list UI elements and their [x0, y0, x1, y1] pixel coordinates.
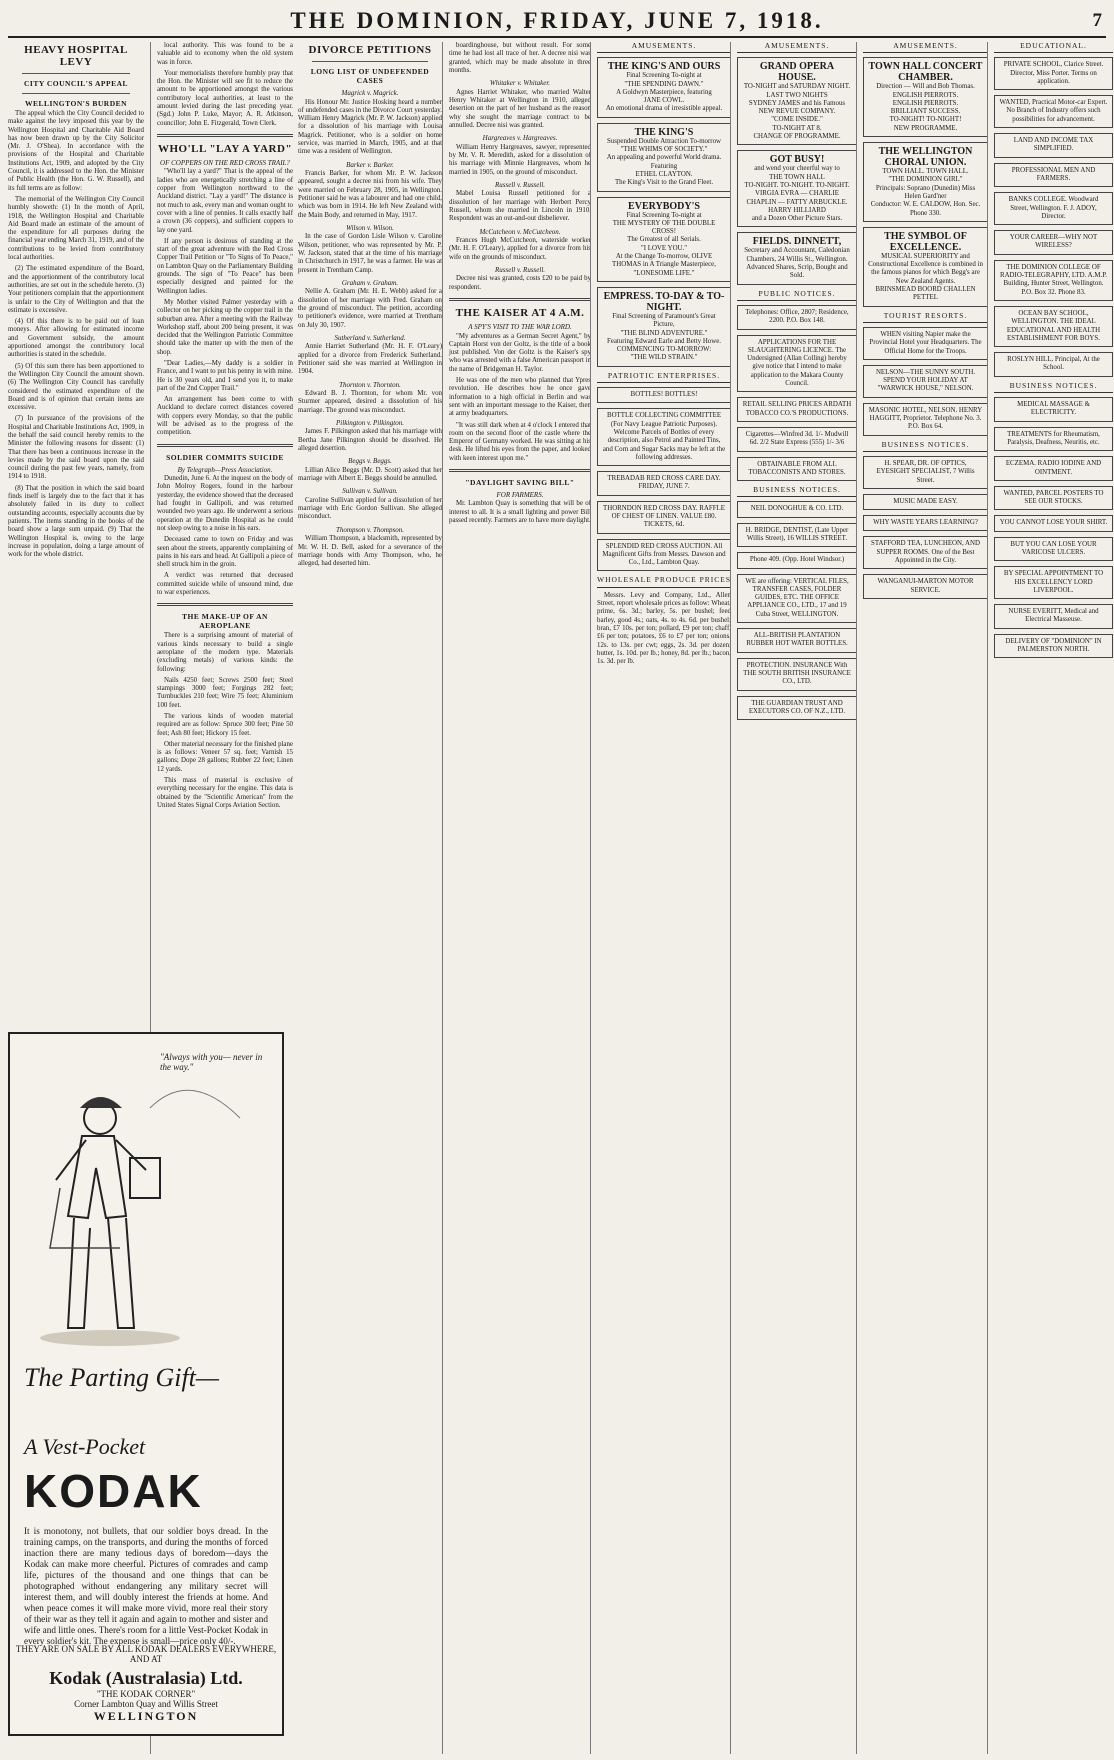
case-title: Sutherland v. Sutherland. [334, 333, 406, 342]
ad-line: The Greatest of all Serials. [627, 236, 701, 244]
case-text: In the case of Gordon Lisle Wilson v. Caroline Wilson, petitioner, who was represented by Mr. P. W. Jackson, stated that at the time of his marriage in Christchurch in 1917, he was a farmer. He was at present in Trentham Camp. [298, 233, 442, 274]
kodak-city: WELLINGTON [93, 1709, 199, 1723]
case-title: Barker v. Barker. [346, 160, 394, 169]
masthead [8, 6, 1106, 38]
article-paragraph: He was one of the men who planned that Ypres revolution. He describes how he once gave information to a high official in Berlin and was sent with an important message to the Kaiser, then at army headquarters. [449, 377, 591, 418]
article-paragraph: This mass of material is exclusive of everything necessary for the engine. This data is obtained by the "Scientific American" from the United States Signal Corps Aviation Section. [157, 777, 293, 809]
case-text: William Thompson, a blacksmith, represented by Mr. W. H. D. Bell, asked for a severance of the marriage bonds with Amy Thompson, who, he alleged, had deserted him. [298, 535, 442, 568]
educational-notice: PROFESSIONAL MEN AND FARMERS. [994, 163, 1113, 188]
case-title: Hargreaves v. Hargreaves. [482, 134, 558, 143]
ad-line: LAST TWO NIGHTS [766, 91, 828, 99]
business-notice: WANGANUI-MARTON MOTOR SERVICE. [863, 574, 988, 599]
amusement-ad [597, 57, 731, 117]
ad-line: TO-NIGHT! TO-NIGHT! [889, 116, 962, 124]
article-paragraph: The various kinds of wooden material required are as follow: Spruce 300 feet; Pine 50 feet; Ash 80 feet; Hickory 15 feet. [157, 713, 293, 737]
ad-line: "I LOVE YOU." [640, 244, 688, 252]
amusement-ad [737, 150, 857, 227]
ad-line: NEW PROGRAMME. [893, 124, 958, 132]
ad-line: TO-NIGHT. TO-NIGHT. TO-NIGHT. [744, 181, 850, 189]
patriotic-notice: THORNDON RED CROSS DAY. RAFFLE OF CHEST OF LINEN. VALUE £80. TICKETS, 6d. [597, 501, 731, 534]
case-title: Beggs v. Beggs. [348, 457, 392, 466]
article-paragraph: boardinghouse, but without result. For some time he had lost all trace of her. A decree nisi was granted, which may be made absolute in three months. [449, 42, 591, 74]
public-notice: OBTAINABLE FROM ALL TOBACCONISTS AND STORES. [737, 457, 857, 482]
article-paragraph: Your memorialists therefore humbly pray that the Hon. the Minister will see fit to reduce the amount to be apportioned amongst the various contributory local authorities, at least to the amount levied during the last preceding year. (Sgd.) John P. Luke, Mayor; A. R. Atkinson, councillor; John E. Fitzgerald, Town Clerk. [157, 69, 293, 127]
headline-soldier-suicide: SOLDIER COMMITS SUICIDE [166, 452, 284, 462]
ad-line: and a Dozen Other Picture Stars. [751, 215, 843, 223]
ad-line: MUSICAL SUPERIORITY and Constructional Excellence is combined in the famous pianos for which Begg's are New Zealand Agents. [868, 252, 983, 285]
public-notice: RETAIL SELLING PRICES ARDATH TOBACCO CO.'S PRODUCTIONS. [737, 397, 857, 422]
article-paragraph: (7) In pursuance of the provisions of the Hospital and Charitable Institutions Act, 1909, in the behalf the said council hereby remits to the Minister the following reasons for dissent: (1) That there has been a continuous increase in the levies made by the said board upon the said council during the past few years, namely, from 1914 to 1918. [8, 415, 144, 481]
business-notice: ALL-BRITISH PLANTATION RUBBER HOT WATER BOTTLES. [737, 628, 857, 653]
article-paragraph: (5) Of this sum there has been apportioned to the Wellington City Council the amount shown. (6) The Wellington City Council has carefully considered the estimated expenditure of the Board and is of opinion that certain items are excessive. [8, 362, 144, 412]
ad-line: A Goldwyn Masterpiece, featuring [616, 88, 712, 96]
section-header-tourist-resorts: TOURIST RESORTS. [863, 312, 988, 323]
ad-line: CHANGE OF PROGRAMME. [753, 133, 841, 141]
ad-heading: THE SYMBOL OF EXCELLENCE. [884, 230, 967, 253]
kodak-corner: "THE KODAK CORNER" [96, 1689, 196, 1699]
column-4 [442, 42, 596, 1754]
ad-line: "THE BLIND ADVENTURE." [620, 329, 708, 337]
article-paragraph: Deceased came to town on Friday and was seen about the streets, apparently complaining of pains in his ears and head. At Gallipoli a piece of shell struck him in the groin. [157, 536, 293, 569]
kodak-parting-gift: The Parting Gift— [24, 1363, 220, 1392]
ad-line: An appealing and powerful World drama. Featuring [606, 154, 722, 170]
ad-line: Conductor: W. E. CALDOW, Hon. Sec. [870, 201, 981, 209]
case-title: Whitaker v. Whitaker. [489, 79, 551, 88]
article-paragraph: Nails 4250 feet; Screws 2500 feet; Steel stampings 3000 feet; Forgings 282 feet; Turnbuckles 210 feet; Wire 75 feet; Aluminium 100 feet. [157, 676, 293, 709]
business-notice: MUSIC MADE EASY. [863, 494, 988, 510]
case-title: Thornton v. Thornton. [339, 380, 401, 389]
ad-line: Suspended Double Attraction To-morrow [606, 137, 722, 145]
article-paragraph: My Mother visited Palmer yesterday with a collector on her picking up the copper trail in the suburban area. After a meeting with the Railway Workshop staff, about 200 being present, it was decided that the Wellington Patriotic Committee should take the matter up with the men of the shop. [157, 298, 293, 356]
headline-daylight-saving: "DAYLIGHT SAVING BILL" [465, 477, 575, 487]
headline-lay-a-yard: WHO'LL "LAY A YARD" [157, 142, 293, 155]
kodak-body-text: It is monotony, not bullets, that our soldier boys dread. In the training camps, on the transports, and during the months of forced inaction there are many tedious days of boredom—days the Kodak can make more cheerful. Pictures of comrades and camp life, pictures of the thousand and one things that can be photographed without endangering any military secret will interest them, and will doubly interest the friends at home. And when peace comes it will make more vivid, more real their story of their war as they tell it again and again to mother and sister and wife and little ones. There's room for a little Vest-Pocket Kodak in every soldier's kit. The expense is small—price only 40/-. [24, 1526, 268, 1646]
ad-line: BRINSMEAD BOORD CHALLEN PETTEL [875, 286, 976, 302]
section-header-amusements: AMUSEMENTS. [737, 42, 857, 53]
subhead-coppers: OF COPPERS ON THE RED CROSS TRAIL? [160, 158, 290, 167]
educational-notice: THE DOMINION COLLEGE OF RADIO-TELEGRAPHY, LTD. A.M.P. Building, Hunter Street, Wellington. P.O. Box 32. Phone 83. [994, 260, 1113, 301]
ad-line: "THE SPENDING DAWN." [624, 80, 704, 88]
educational-notice: LAND AND INCOME TAX SIMPLIFIED. [994, 133, 1113, 158]
kodak-quote: "Always with you— never in the way." [160, 1052, 263, 1072]
educational-notice: PRIVATE SCHOOL, Clarice Street. Director, Miss Porter. Terms on application. [994, 57, 1113, 90]
article-paragraph: "It was still dark when at 4 o'clock I entered that room on the second floor of the castle where the Emperor of Germany worked. He was sitting at his desk. He lifted his eyes from the paper, and looked with keen interest upon me." [449, 421, 591, 462]
amusement-ad [863, 227, 988, 307]
article-paragraph: The appeal which the City Council decided to make against the levy imposed this year by the Wellington Hospital and Charitable Aid Board has now been drawn up by the City Solicitor (Mr. J. O'Shea). In accordance with the provisions of the Hospital and Charitable Institutions Act, 1909, and adopted by the City Council, it is addressed to the Hon. the Minister of Public Health (the Hon. G. W. Russell), and its full terms are as follow: [8, 110, 144, 192]
case-text: Francis Barker, for whom Mr. P. W. Jackson appeared, sought a decree nisi from his wife. They were married on February 28, 1905, in Wellington. Petitioner said he was a labourer and had one child, which was born in 1914. He left New Zealand with the Main Body, and returned in May, 1917. [298, 170, 442, 219]
educational-notice: WANTED, Practical Motor-car Expert. No Branch of Industry offers such possibilities for advancement. [994, 95, 1113, 128]
subhead-farmers: FOR FARMERS. [496, 490, 544, 499]
ad-line: ETHEL CLAYTON. [635, 170, 693, 178]
ad-heading: GOT BUSY! [769, 154, 825, 166]
article-paragraph: Other material necessary for the finished plane is as follows: Veneer 57 sq. feet; Varnish 15 gallons; Dope 28 gallons; Rubber 22 feet; Linen 12 yards. [157, 740, 293, 773]
column-5 [590, 42, 736, 1754]
case-text: Mabel Louisa Russell petitioned for a dissolution of her marriage with Herbert Percy Russell, whom she married in Lincoln in 1910. Respondent was an out-and-out disbeliever. [449, 190, 591, 223]
case-title: Russell v. Russell. [494, 180, 546, 189]
ad-line: Featuring Edward Earle and Betty Howe. [606, 337, 722, 345]
section-header-amusements: AMUSEMENTS. [863, 42, 988, 53]
business-notice: NURSE EVERITT, Medical and Electrical Masseuse. [994, 604, 1113, 629]
case-text: William Henry Hargreaves, sawyer, represented by Mr. V. R. Meredith, asked for a dissolution of his marriage with Minnie Hargreaves, whom he married in 1905, on the ground of misconduct. [449, 143, 591, 176]
article-paragraph: Dunedin, June 6. At the inquest on the body of John Molroy Rogers, found in the harbour yesterday, the evidence showed that the deceased had fought in Gallipoli, and was returned wounded two years ago. He underwent a serious operation at the Dunedin Hospital as he could not sleep owing to a noise in his ears. [157, 475, 293, 532]
page-number: 7 [1092, 10, 1102, 31]
column-3 [292, 42, 447, 1754]
case-title: Wilson v. Wilson. [346, 223, 394, 232]
amusement-ad [737, 57, 857, 145]
ad-heading: THE KING'S AND OURS [607, 61, 721, 73]
case-text: Annie Harriet Sutherland (Mr. H. F. O'Leary) applied for a divorce from Frederick Sutherland. Petitioner said she was married at Wellington in 1904. [298, 343, 442, 376]
educational-notice: ROSLYN HILL, Principal, At the School. [994, 352, 1113, 377]
ad-line: The King's Visit to the Grand Fleet. [614, 179, 714, 187]
business-notice: H. SPEAR, DR. OF OPTICS, EYESIGHT SPECIALIST, 7 Willis Street. [863, 456, 988, 489]
educational-notice: OCEAN BAY SCHOOL, WELLINGTON. THE IDEAL EDUCATIONAL AND HEALTH ESTABLISHMENT FOR BOYS. [994, 306, 1113, 347]
tourist-notice: NELSON—THE SUNNY SOUTH. SPEND YOUR HOLIDAY AT "WARWICK HOUSE," NELSON. [863, 365, 988, 398]
case-title: Magrick v. Magrick. [341, 89, 399, 97]
business-notice: WE are offering: VERTICAL FILES, TRANSFER CASES, FOLDER GUIDES, ETC. THE OFFICE APPLIANCE CO., LTD., 17 and 19 Cuba Street, WELLINGTON. [737, 574, 857, 623]
subhead-spy-visit: A SPY'S VISIT TO THE WAR LORD. [468, 323, 572, 332]
subhead-wellington-burden: WELLINGTON'S BURDEN [24, 99, 128, 108]
ad-line: COMMENCING TO-MORROW: [616, 346, 712, 354]
case-text: His Honour Mr. Justice Hosking heard a number of undefended cases in the Divorce Court yesterday. William Henry Magrick (Mr. P. W. Jackson) applied for a dissolution of his marriage with Louisa Magrick. Petitioner, who is a soldier on home service, was married in March, 1905, and at that time was a resident of Wellington. [298, 98, 442, 156]
ad-line: THE MYSTERY OF THE DOUBLE CROSS! [612, 219, 716, 236]
column-7 [856, 42, 993, 1754]
educational-notice: YOUR CAREER—WHY NOT WIRELESS? [994, 230, 1113, 255]
masthead-title: THE DOMINION, FRIDAY, JUNE 7, 1918. [290, 8, 824, 33]
ad-line: Principals: Soprano (Dunedin) Miss Helen Gard'ner [875, 184, 976, 200]
amusement-ad [737, 232, 857, 284]
article-paragraph: An arrangement has been come to with Auckland to declare correct distances covered with coppers every Monday, so that the public will be advised as to the progress of the competition. [157, 396, 293, 437]
section-header-patriotic: PATRIOTIC ENTERPRISES. [597, 372, 731, 383]
section-header-business-notices: BUSINESS NOTICES. [994, 382, 1113, 393]
case-text: James F. Pilkington asked that his marriage with Bertha Jane Pilkington should be dissolved. He alleged desertion. [298, 428, 442, 452]
case-text: Frances Hugh McCutcheon, waterside worker (Mr. H. F. O'Leary), applied for a divorce from his wife on the grounds of misconduct. [449, 237, 591, 261]
article-paragraph: (4) Of this there is to be paid out of loan moneys. After allowing for estimated income and Government subsidy, the amount apportioned amongst the contributory local authorities is stated in the schedule. [8, 318, 144, 359]
amusement-ad [597, 197, 731, 282]
ad-line: Advanced Shares, Scrip, Bought and Sold. [746, 264, 848, 280]
amusement-ad [597, 123, 731, 192]
ad-line: and wend your cheerful way to [754, 165, 840, 173]
business-notice: DELIVERY OF "DOMINION" IN PALMERSTON NORTH. [994, 634, 1113, 659]
subhead-undefended-cases: LONG LIST OF UNDEFENDED CASES [310, 67, 430, 85]
kodak-dealer-block [10, 1644, 282, 1724]
business-notice: WHY WASTE YEARS LEARNING? [863, 515, 988, 531]
soldier-illustration [30, 1048, 260, 1348]
article-paragraph: There is a surprising amount of material of various kinds necessary to build a single aeroplane of the modern type. Materials (excluding metals) of various kinds: the following: [157, 632, 293, 673]
case-text: Caroline Sullivan applied for a dissolution of her marriage with Eric Gordon Sullivan. She alleged misconduct. [298, 496, 442, 521]
ad-line: At the Change To-morrow, OLIVE THOMAS in A Triangle Masterpiece, "LONESOME LIFE." [612, 253, 716, 277]
ad-line: VIRGIA EVRA — CHARLIE CHAPLIN — FATTY ARBUCKLE. [746, 190, 848, 206]
ad-line: JANE COWL. [643, 97, 685, 105]
article-paragraph: If any person is desirous of standing at the start of the great adventure with the Red Cross Copper Trail Petition or "To Signs of To Peace," on Lambton Quay on the Parliamentary Building grounds. The sign of "To Peace" has been especially designed and painted for the Wellington ladies. [157, 237, 293, 295]
public-notice: Telephones: Office, 2807; Residence, 2200. P.O. Box 148. [737, 305, 857, 330]
ad-line: Phone 330. [909, 209, 941, 217]
ad-line: TO-NIGHT AT 8. [772, 124, 822, 132]
business-notice: ECZEMA. RADIO IODINE AND OINTMENT. [994, 456, 1113, 481]
ad-heading: TOWN HALL CONCERT CHAMBER. [868, 61, 983, 84]
headline-kaiser: THE KAISER AT 4 A.M. [455, 307, 585, 320]
ad-line: "THE WHIMS OF SOCIETY." [620, 146, 708, 154]
case-text: Nellie A. Graham (Mr. H. E. Webb) asked for a dissolution of her marriage with Fred. Graham on the ground of misconduct. The petition, according to petitioner's evidence, were married at Trentham on July 30, 1907. [298, 288, 442, 329]
section-header-educational: EDUCATIONAL. [994, 42, 1113, 53]
patriotic-notice: TREBADAB RED CROSS CARE DAY. FRIDAY, JUNE 7. [597, 471, 731, 496]
dateline: By Telegraph—Press Association. [177, 465, 273, 474]
case-text: Decree nisi was granted, costs £20 to be paid by respondent. [449, 275, 591, 291]
public-notice: Cigarettes—Winfred 3d. 1/- Mudwill 6d. 2/2 State Express (555) 1/- 3/6 [737, 427, 857, 452]
case-title: McCutcheon v. McCutcheon. [479, 227, 561, 236]
article-paragraph: The memorial of the Wellington City Council humbly showeth: (1) In the month of April, 1918, the Wellington Hospital and Charitable Aid Board made an estimate of the amount of the expenditure for all purposes during the financial year ending March 31, 1919, and of the contributions to be levied from contributory local authorities. [8, 195, 144, 262]
kodak-vest-pocket: A Vest-Pocket [24, 1434, 146, 1459]
kodak-address: Corner Lambton Quay and Willis Street [74, 1699, 218, 1709]
business-notice: BY SPECIAL APPOINTMENT TO HIS EXCELLENCY LORD LIVERPOOL. [994, 566, 1113, 599]
business-notice: BUT YOU CAN LOSE YOUR VARICOSE ULCERS. [994, 537, 1113, 562]
kodak-advertisement [8, 1032, 284, 1736]
ad-line: Direction — Will and Bob Thomas. [876, 83, 975, 91]
ad-line: Final Screening of Paramount's Great Picture, [612, 312, 716, 329]
amusement-ad [863, 57, 988, 137]
ad-line: Secretary and Accountant, Caledonian Chambers, 24 Willis St., Wellington. [744, 247, 850, 263]
business-notice: TREATMENTS for Rheumatism, Paralysis, Deafness, Neuritis, etc. [994, 427, 1113, 452]
kodak-dealers: THEY ARE ON SALE BY ALL KODAK DEALERS EVERYWHERE, AND AT [15, 1644, 277, 1664]
amusement-ad [597, 287, 731, 367]
patriotic-notice: BOTTLE COLLECTING COMMITTEE (For Navy League Patriotic Purposes). Welcome Parcels of Bottles of every description, also Petrol and Painted Tins, and Corn and Sugar Sacks may be left at the following addresses. [597, 408, 731, 466]
ad-line: SYDNEY JAMES and his Famous NEW REVUE COMPANY. [748, 99, 846, 116]
public-notice: APPLICATIONS FOR THE SLAUGHTERING LICENCE. The Undersigned (Allan Colling) hereby give notice that I intend to make application to the Makara County Council. [737, 335, 857, 393]
tourist-notice: WHEN visiting Napier make the Provincial Hotel your Headquarters. The Official Home for the Troops. [863, 327, 988, 360]
ad-line: "COME INSIDE." [771, 116, 823, 124]
ad-heading: THE KING'S [634, 126, 694, 138]
section-header-business-notices: BUSINESS NOTICES. [737, 486, 857, 497]
case-text: Edward B. J. Thornton, for whom Mr. von Sturmer appeared, desired a dissolution of his marriage. The ground was misconduct. [298, 390, 442, 414]
column-8 [987, 42, 1113, 1754]
column-6 [730, 42, 862, 1754]
business-notice: STAFFORD TEA, LUNCHEON, AND SUPPER ROOMS. One of the Best Appointed in the City. [863, 536, 988, 569]
headline-aeroplane: THE MAKE-UP OF AN AEROPLANE [182, 612, 268, 631]
educational-notice: BANKS COLLEGE. Woodward Street, Wellington. F. J. ADOY, Director. [994, 192, 1113, 225]
ad-heading: FIELDS. DINNETT, [752, 236, 842, 248]
section-header-produce: WHOLESALE PRODUCE PRICES [597, 576, 731, 587]
produce-prices: Messrs. Levy and Company, Ltd., Allen Street, report wholesale prices as follow: Wheat, prime, 6s. 3d.; barley, 5s. per bushel; feed barley, good 4s.; oats, 4s. to 4s. 6d. per bushel; bran, £7 10s. per ton; pollard, £9 per ton; chaff, £6 per ton; potatoes, £6 to £7 per ton; onions, 12s. to 13s. per cwt; eggs, 2s. 3d. per dozen; butter, 1s. 10d. per lb.; honey, 8d. per lb.; bacon, 1s. 3d. per lb. [597, 591, 731, 666]
ad-line: ENGLISH PIERROTS. [892, 99, 959, 107]
article-paragraph: "My adventures as a German Secret Agent," by Captain Horst von der Goltz, is the title of a book just published. Von der Goltz is the Kaiser's spy who was arrested with a false American passport in the name of Bridgeman H. Taylor. [449, 332, 591, 373]
article-paragraph: local authority. This was found to be a valuable aid to economy when the old system was in force. [157, 42, 293, 66]
case-title: Thompson v. Thompson. [336, 525, 404, 534]
ad-heading: GRAND OPERA HOUSE. [759, 61, 835, 84]
patriotic-notice: SPLENDID RED CROSS AUCTION. All Magnificent Gifts from Messrs. Dawson and Co., Ltd., Lambton Quay. [597, 539, 731, 572]
business-notice: THE GUARDIAN TRUST AND EXECUTORS CO. OF N.Z., LTD. [737, 696, 857, 721]
patriotic-notice: BOTTLES! BOTTLES! [597, 387, 731, 403]
ad-line: An emotional drama of irresistible appeal. [605, 105, 723, 113]
case-text: Agnes Harriet Whitaker, who married Walter Henry Whitaker at Wellington in 1910, alleged desertion on the part of her husband as the reason why she sought the marriage contract to be annulled. Decree nisi was granted. [449, 88, 591, 129]
tourist-notice: MASONIC HOTEL, NELSON. HENRY HAGGITT, Proprietor. Telephone No. 3. P.O. Box 64. [863, 403, 988, 436]
case-title: Pilkington v. Pilkington. [336, 418, 404, 427]
case-title: Graham v. Graham. [341, 278, 399, 287]
ad-heading: EMPRESS. TO-DAY & TO-NIGHT. [603, 290, 725, 313]
article-paragraph: "Dear Ladies,—My daddy is a soldier in France, and I want to put his penny in with mine. He is 30 years old, and I send you it, to make part of the 2nd Copper Trail." [157, 360, 293, 392]
ad-line: "THE WILD STRAIN." [630, 354, 698, 362]
ad-heading: EVERYBODY'S [628, 200, 700, 212]
section-header-business-notices: BUSINESS NOTICES. [863, 441, 988, 452]
ad-line: HARRY HILLIARD [768, 206, 826, 214]
business-notice: YOU CANNOT LOSE YOUR SHIRT. [994, 515, 1113, 531]
article-paragraph: (8) That the position in which the said board finds itself is largely due to the fact that it has absolutely failed in its duty to collect outstanding accounts, especially accounts due by patients. The items standing in the books of the board show a large sum unpaid. (9) That the Wellington Hospital is, owing to the large increase in population, doing a large amount of work for the whole district. [8, 484, 144, 559]
ad-line: Final Screening To-night at [626, 72, 702, 80]
headline-divorce-petitions: DIVORCE PETITIONS [308, 44, 432, 56]
case-title: Sullivan v. Sullivan. [342, 487, 398, 496]
ad-line: Final Screening To-night at [626, 211, 702, 219]
subhead-council-appeal: CITY COUNCIL'S APPEAL [24, 79, 128, 88]
business-notice: H. BRIDGE, DENTIST, (Late Upper Willis Street), 16 WILLIS STREET. [737, 523, 857, 548]
ad-heading: THE WELLINGTON CHORAL UNION. [878, 146, 973, 169]
business-notice: WANTED, PARCEL POSTERS TO SEE OUR STOCKS. [994, 486, 1113, 511]
article-paragraph: "Who'll lay a yard?" That is the appeal of the ladies who are energetically stretching a line of copper from Wellington northward to the Auckland district. "Lay a yard!" The distance is not much to ask, every man and woman ought to cover with a line of pennies. It calls exactly half a crown (36 coppers), and sufficient coppers to lay one yard. [157, 168, 293, 234]
headline-hospital-levy: HEAVY HOSPITAL LEVY [24, 44, 128, 68]
ad-line: TOWN HALL. TOWN HALL. [882, 168, 969, 176]
business-notice: Phone 409. (Opp. Hotel Windsor.) [737, 552, 857, 568]
ad-line: BRILLIANT SUCCESS. [890, 108, 961, 116]
ad-line: "THE DOMINION GIRL" [888, 176, 963, 184]
kodak-company: Kodak (Australasia) Ltd. [49, 1668, 243, 1688]
article-paragraph: Mr. Lambton Quay is something that will be of interest to all. It is a small lighting and power Bill passed recently. Farmers are to have more daylight. [449, 500, 591, 525]
kodak-logo: KODAK [24, 1465, 203, 1517]
case-text: Lillian Alice Beggs (Mr. D. Scott) asked that her marriage with Albert E. Beggs should be annulled. [298, 466, 442, 483]
article-paragraph: A verdict was returned that deceased committed suicide while of unsound mind, due to war experiences. [157, 572, 293, 597]
ad-line: ENGLISH PIERROTS. [892, 91, 959, 99]
business-notice: MEDICAL MASSAGE & ELECTRICITY. [994, 397, 1113, 422]
business-notice: PROTECTION. INSURANCE With THE SOUTH BRITISH INSURANCE CO., LTD. [737, 658, 857, 691]
business-notice: NEIL DONOGHUE & CO. LTD. [737, 501, 857, 517]
amusement-ad [863, 142, 988, 222]
section-header-amusements: AMUSEMENTS. [597, 42, 731, 53]
ad-line: THE TOWN HALL [769, 173, 825, 181]
case-title: Russell v. Russell. [494, 265, 546, 274]
article-paragraph: (2) The estimated expenditure of the Board, and the apportionment of the contributory local authorities, are set out in the schedule hereto. (3) Your petitioners complain that the apportionment is unfair to the City of Wellington and that the estimate is excessive. [8, 265, 144, 314]
ad-line: TO-NIGHT and SATURDAY NIGHT. [743, 83, 851, 91]
section-header-public-notices: PUBLIC NOTICES. [737, 290, 857, 301]
